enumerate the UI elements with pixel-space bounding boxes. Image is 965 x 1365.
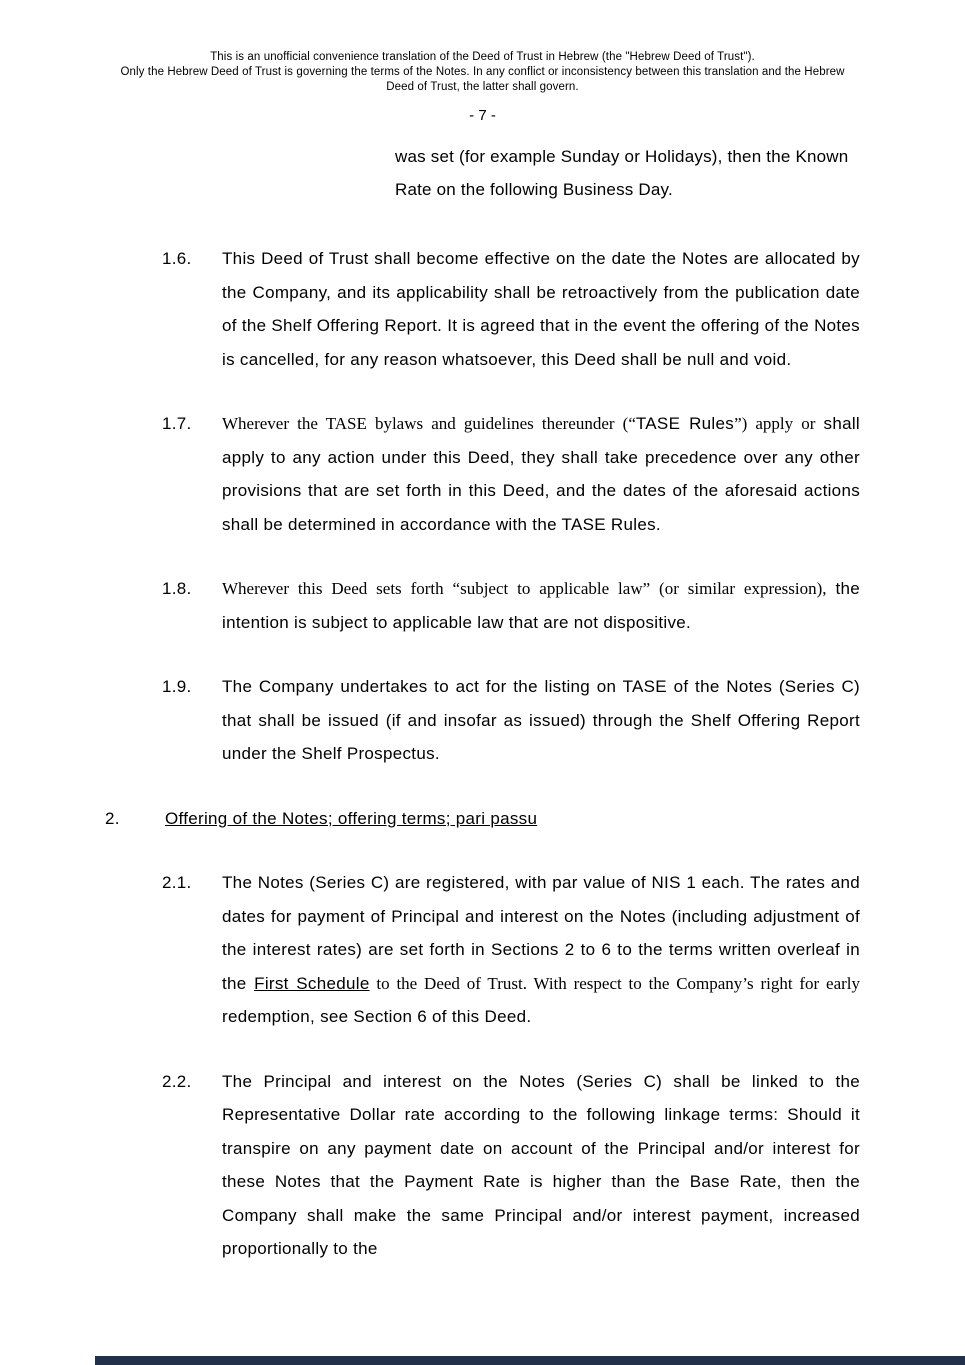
serif-run: ”) apply or — [734, 414, 824, 433]
serif-run: Wherever this Deed sets forth “subject to applicable law” (or similar expression), — [222, 579, 836, 598]
section-number: 1.7. — [162, 414, 192, 433]
sections-list — [0, 242, 965, 1266]
sans-run: redemption, see Section 6 of this Deed. — [222, 1007, 532, 1026]
page-number: - 7 - — [469, 107, 496, 124]
section-number: 1.9. — [162, 677, 192, 696]
section-number: 2.1. — [162, 873, 192, 892]
continuation-line-2: Rate on the following Business Day. — [395, 180, 673, 199]
serif-run: Wherever the TASE bylaws and guidelines thereunder (“ — [222, 414, 636, 433]
sans-run: the intention is subject to applicable law that are not dispositive. — [222, 579, 860, 632]
section-body — [222, 866, 860, 1034]
disclaimer-line-3: Deed of Trust, the latter shall govern. — [386, 81, 579, 93]
first-schedule-term: First Schedule — [254, 973, 370, 993]
section-2-2 — [162, 1065, 860, 1266]
bottom-bar — [95, 1356, 965, 1365]
section-1-6 — [162, 242, 860, 376]
sans-run: The Notes (Series C) are registered, with par value of NIS 1 each. The rates and dates for payment of Principal and interest on the Notes (including adjustment of the interest rates) are set forth in Sections 2 to 6 to the terms written overleaf in the — [222, 873, 860, 993]
defined-term-tase-rules: TASE Rules — [635, 414, 735, 433]
continuation-line-1: was set (for example Sunday or Holidays), then the Known — [395, 147, 849, 166]
section-1-9 — [162, 670, 860, 771]
section-number: 1.6. — [162, 249, 192, 268]
section-2-heading: Offering of the Notes; offering terms; pari passu — [165, 808, 538, 828]
section-body: The Principal and interest on the Notes (Series C) shall be linked to the Representative Dollar rate according to the following linkage terms: Should it transpire on any payment date on account of the Principal and/or interest for these Notes that the Payment Rate is higher than the Base Rate, then the Company shall make the same Principal and/or interest payment, increased proportionally to the — [222, 1071, 860, 1258]
disclaimer-line-1: This is an unofficial convenience translation of the Deed of Trust in Hebrew (the "Hebrew Deed of Trust"). — [210, 51, 755, 63]
section-number: 1.8. — [162, 579, 192, 598]
serif-run: to the Deed of Trust. With respect to the Company’s right for early — [369, 973, 861, 993]
section-number: 2.2. — [162, 1071, 192, 1091]
section-2-1 — [162, 866, 860, 1034]
section-number: 2. — [105, 808, 120, 828]
continuation-paragraph — [395, 140, 875, 206]
section-body — [222, 572, 860, 639]
section-body: This Deed of Trust shall become effective on the date the Notes are allocated by the Company, and its applicability shall be retroactively from the publication date of the Shelf Offering Report. It is agreed that in the event the offering of the Notes is cancelled, for any reason whatsoever, this Deed shall be null and void. — [222, 249, 860, 369]
section-2-heading-row — [105, 802, 860, 836]
section-1-8 — [162, 572, 860, 639]
section-body: The Company undertakes to act for the listing on TASE of the Notes (Series C) that shall be issued (if and insofar as issued) through the Shelf Offering Report under the Shelf Prospectus. — [222, 677, 860, 763]
section-body — [222, 407, 860, 541]
section-1-7 — [162, 407, 860, 541]
sans-run: shall apply to any action under this Deed, they shall take precedence over any other provisions that are set forth in this Deed, and the dates of the aforesaid actions shall be determined in accordance with the TASE Rules. — [222, 414, 861, 534]
disclaimer-line-2: Only the Hebrew Deed of Trust is governing the terms of the Notes. In any conflict or inconsistency between this translation and the Hebrew — [120, 66, 845, 78]
translation-disclaimer — [0, 0, 965, 95]
